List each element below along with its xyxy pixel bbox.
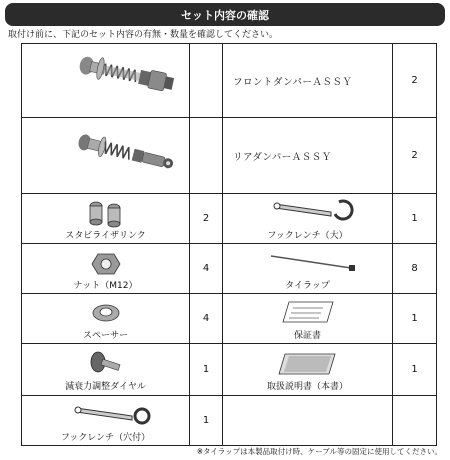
hook-wrench-hole-cell: [22, 396, 190, 446]
table-row: [22, 344, 437, 396]
item-name: スタビライザリンク: [65, 231, 146, 241]
intro-text: 取付け前に、下記のセット内容の有無・数量を確認してください。: [8, 30, 279, 40]
item-qty: 1: [393, 344, 437, 396]
item-name: フックレンチ（穴付）: [60, 433, 151, 443]
item-name: 保証書: [293, 331, 321, 341]
manual-cell: [223, 344, 393, 396]
item-name: スペーサー: [82, 331, 128, 341]
footnote: ※タイラップは本製品取付け時、ケーブル等の固定に使用してください。: [196, 447, 442, 456]
contents-table: [21, 43, 437, 446]
item-name: リアダンパーＡＳＳＹ: [223, 118, 393, 194]
stabilizer-link-cell: [22, 194, 190, 244]
tie-wrap-cell: [223, 244, 393, 294]
item-qty: 1: [393, 194, 437, 244]
item-qty: 1: [190, 396, 223, 446]
section-title: セット内容の確認: [5, 3, 445, 26]
hook-wrench-large-cell: [223, 194, 393, 244]
item-name: フックレンチ（大）: [267, 231, 348, 241]
warranty-card-cell: [223, 294, 393, 344]
item-name: 減衰力調整ダイヤル: [65, 382, 146, 392]
item-name: 取扱説明書（本書）: [266, 382, 348, 392]
item-name: フロントダンパーＡＳＳＹ: [223, 44, 393, 118]
item-qty: 2: [393, 44, 437, 118]
nut-cell: [22, 244, 190, 294]
front-damper-image-cell: [22, 44, 190, 118]
item-qty: 4: [190, 244, 223, 294]
item-qty: 2: [190, 194, 223, 244]
item-qty: 2: [393, 118, 437, 194]
item-qty: 1: [393, 294, 437, 344]
item-qty: 4: [190, 294, 223, 344]
spacer-cell: [22, 294, 190, 344]
table-row: [22, 294, 437, 344]
item-name: ナット（M12）: [73, 281, 138, 291]
item-qty: 8: [393, 244, 437, 294]
table-row: [22, 396, 437, 446]
table-row: [22, 44, 437, 118]
item-qty: 1: [190, 344, 223, 396]
table-row: [22, 244, 437, 294]
table-row: [22, 194, 437, 244]
damping-dial-cell: [22, 344, 190, 396]
front-damper-icon: [22, 44, 190, 118]
item-name: タイラップ: [285, 281, 330, 291]
rear-damper-icon: [22, 118, 190, 194]
table-row: [22, 118, 437, 194]
rear-damper-image-cell: [22, 118, 190, 194]
